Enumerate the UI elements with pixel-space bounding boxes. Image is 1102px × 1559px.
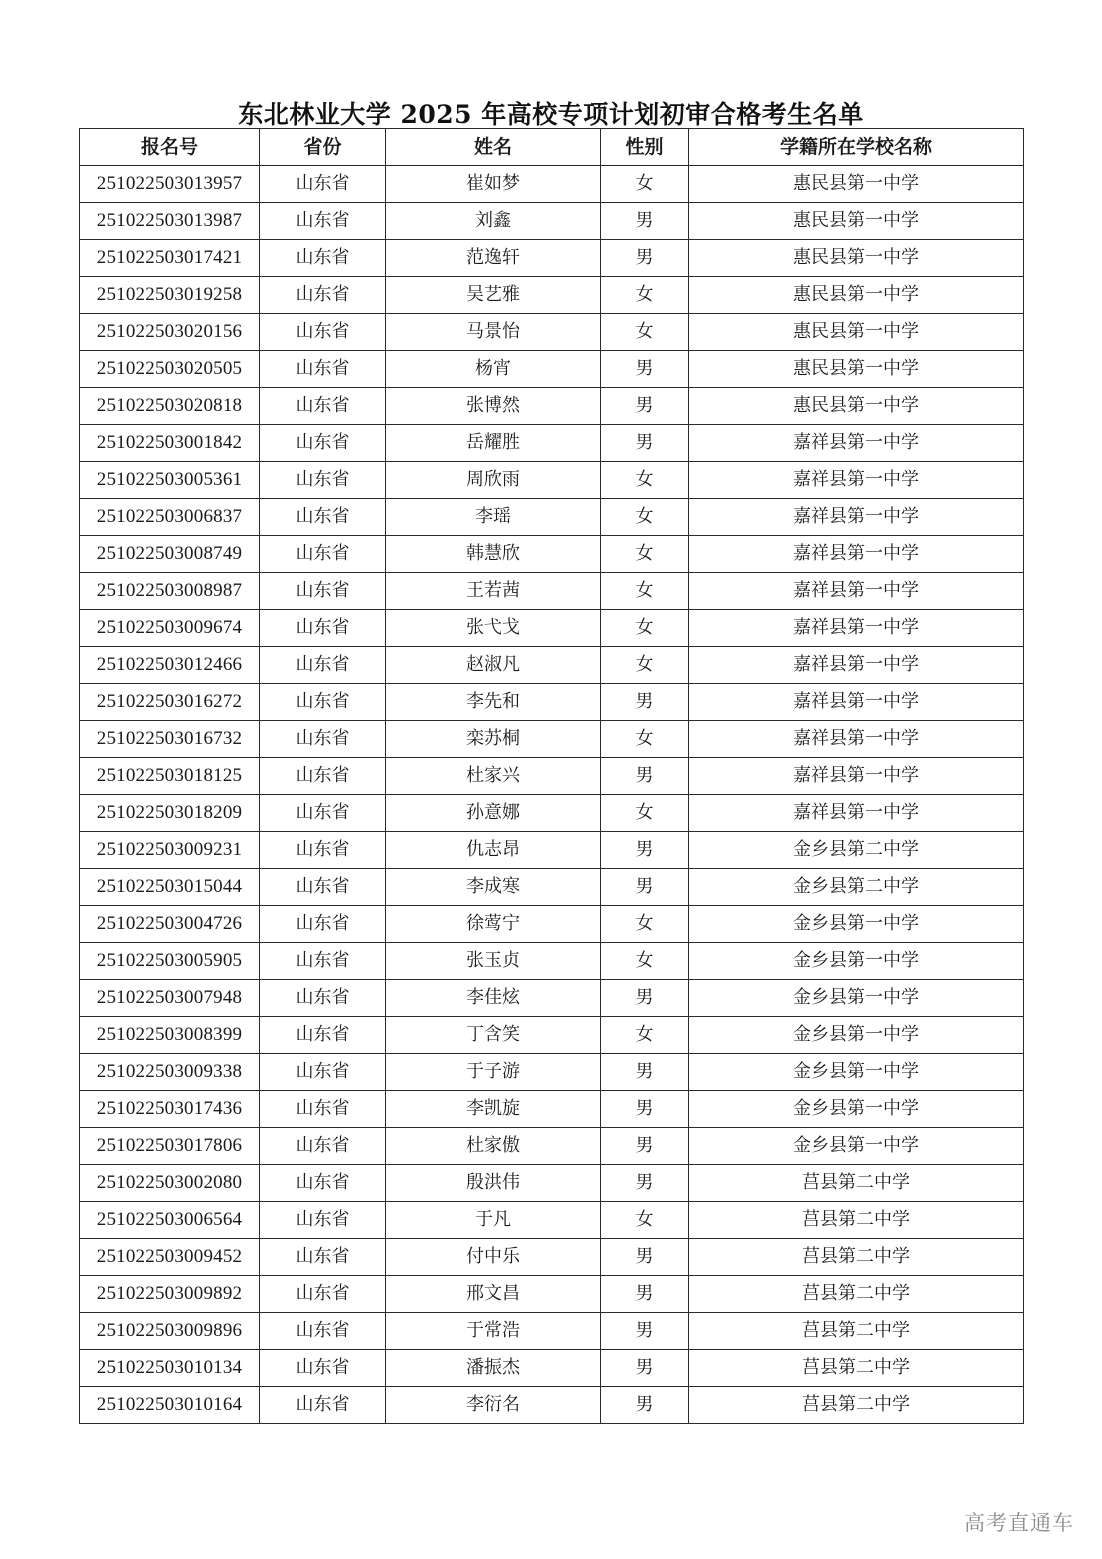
- cell-province: 山东省: [260, 277, 386, 314]
- cell-gender: 男: [601, 388, 689, 425]
- table-row: [80, 684, 1024, 721]
- cell-province: 山东省: [260, 462, 386, 499]
- cell-school-name: 嘉祥县第一中学: [689, 536, 1024, 573]
- table-row: [80, 869, 1024, 906]
- cell-gender: 女: [601, 1017, 689, 1054]
- table-row: [80, 573, 1024, 610]
- cell-gender: 男: [601, 1165, 689, 1202]
- cell-candidate-name: 李衍名: [386, 1387, 601, 1424]
- table-row: [80, 1128, 1024, 1165]
- cell-school-name: 惠民县第一中学: [689, 166, 1024, 203]
- cell-gender: 男: [601, 758, 689, 795]
- cell-school-name: 莒县第二中学: [689, 1165, 1024, 1202]
- cell-registration-number: 251022503005905: [80, 943, 260, 980]
- table-row: [80, 647, 1024, 684]
- cell-candidate-name: 张玉贞: [386, 943, 601, 980]
- table-row: [80, 721, 1024, 758]
- cell-candidate-name: 张博然: [386, 388, 601, 425]
- cell-gender: 女: [601, 943, 689, 980]
- cell-gender: 女: [601, 314, 689, 351]
- cell-province: 山东省: [260, 425, 386, 462]
- cell-candidate-name: 潘振杰: [386, 1350, 601, 1387]
- cell-candidate-name: 李先和: [386, 684, 601, 721]
- cell-school-name: 金乡县第一中学: [689, 1017, 1024, 1054]
- table-row: [80, 980, 1024, 1017]
- cell-province: 山东省: [260, 1313, 386, 1350]
- cell-gender: 男: [601, 1128, 689, 1165]
- cell-province: 山东省: [260, 832, 386, 869]
- cell-gender: 男: [601, 869, 689, 906]
- cell-registration-number: 251022503019258: [80, 277, 260, 314]
- cell-province: 山东省: [260, 203, 386, 240]
- cell-candidate-name: 崔如梦: [386, 166, 601, 203]
- cell-candidate-name: 刘鑫: [386, 203, 601, 240]
- cell-registration-number: 251022503010134: [80, 1350, 260, 1387]
- cell-registration-number: 251022503008987: [80, 573, 260, 610]
- cell-school-name: 惠民县第一中学: [689, 351, 1024, 388]
- cell-province: 山东省: [260, 351, 386, 388]
- table-row: [80, 943, 1024, 980]
- cell-candidate-name: 李佳炫: [386, 980, 601, 1017]
- table-row: [80, 536, 1024, 573]
- cell-province: 山东省: [260, 536, 386, 573]
- cell-gender: 女: [601, 610, 689, 647]
- cell-school-name: 金乡县第一中学: [689, 943, 1024, 980]
- table-row: [80, 832, 1024, 869]
- table-row: [80, 1165, 1024, 1202]
- cell-candidate-name: 栾苏桐: [386, 721, 601, 758]
- table-body: [80, 166, 1024, 1424]
- watermark: 高考直通车: [964, 1511, 1074, 1535]
- cell-registration-number: 251022503008399: [80, 1017, 260, 1054]
- cell-registration-number: 251022503016272: [80, 684, 260, 721]
- cell-gender: 男: [601, 684, 689, 721]
- cell-province: 山东省: [260, 721, 386, 758]
- cell-candidate-name: 于子游: [386, 1054, 601, 1091]
- table-row: [80, 795, 1024, 832]
- cell-registration-number: 251022503009896: [80, 1313, 260, 1350]
- cell-school-name: 嘉祥县第一中学: [689, 425, 1024, 462]
- cell-registration-number: 251022503005361: [80, 462, 260, 499]
- cell-candidate-name: 王若茜: [386, 573, 601, 610]
- cell-candidate-name: 赵淑凡: [386, 647, 601, 684]
- cell-registration-number: 251022503020505: [80, 351, 260, 388]
- cell-school-name: 莒县第二中学: [689, 1239, 1024, 1276]
- cell-school-name: 金乡县第一中学: [689, 1054, 1024, 1091]
- cell-province: 山东省: [260, 980, 386, 1017]
- cell-school-name: 金乡县第一中学: [689, 980, 1024, 1017]
- cell-province: 山东省: [260, 1165, 386, 1202]
- table-row: [80, 1387, 1024, 1424]
- cell-province: 山东省: [260, 610, 386, 647]
- table-row: [80, 1091, 1024, 1128]
- cell-school-name: 嘉祥县第一中学: [689, 499, 1024, 536]
- cell-province: 山东省: [260, 1017, 386, 1054]
- cell-province: 山东省: [260, 758, 386, 795]
- cell-province: 山东省: [260, 240, 386, 277]
- cell-school-name: 惠民县第一中学: [689, 277, 1024, 314]
- cell-registration-number: 251022503017806: [80, 1128, 260, 1165]
- header-province: 省份: [260, 129, 386, 166]
- cell-candidate-name: 丁含笑: [386, 1017, 601, 1054]
- cell-province: 山东省: [260, 388, 386, 425]
- table-row: [80, 1276, 1024, 1313]
- cell-school-name: 惠民县第一中学: [689, 314, 1024, 351]
- cell-candidate-name: 付中乐: [386, 1239, 601, 1276]
- cell-registration-number: 251022503013957: [80, 166, 260, 203]
- header-name: 姓名: [386, 129, 601, 166]
- cell-gender: 女: [601, 647, 689, 684]
- cell-gender: 女: [601, 721, 689, 758]
- cell-candidate-name: 邢文昌: [386, 1276, 601, 1313]
- cell-candidate-name: 周欣雨: [386, 462, 601, 499]
- header-gender: 性别: [601, 129, 689, 166]
- table-row: [80, 1239, 1024, 1276]
- cell-registration-number: 251022503010164: [80, 1387, 260, 1424]
- cell-school-name: 嘉祥县第一中学: [689, 795, 1024, 832]
- table-row: [80, 203, 1024, 240]
- cell-gender: 女: [601, 1202, 689, 1239]
- cell-gender: 女: [601, 573, 689, 610]
- cell-province: 山东省: [260, 1387, 386, 1424]
- table-row: [80, 758, 1024, 795]
- cell-registration-number: 251022503017421: [80, 240, 260, 277]
- cell-gender: 女: [601, 906, 689, 943]
- cell-registration-number: 251022503012466: [80, 647, 260, 684]
- table-row: [80, 1054, 1024, 1091]
- cell-registration-number: 251022503009892: [80, 1276, 260, 1313]
- table-row: [80, 1350, 1024, 1387]
- cell-registration-number: 251022503018209: [80, 795, 260, 832]
- cell-candidate-name: 杨宵: [386, 351, 601, 388]
- cell-registration-number: 251022503008749: [80, 536, 260, 573]
- table-row: [80, 166, 1024, 203]
- cell-school-name: 金乡县第二中学: [689, 869, 1024, 906]
- cell-province: 山东省: [260, 166, 386, 203]
- cell-registration-number: 251022503009674: [80, 610, 260, 647]
- table-row: [80, 240, 1024, 277]
- cell-province: 山东省: [260, 647, 386, 684]
- cell-gender: 女: [601, 795, 689, 832]
- cell-province: 山东省: [260, 1239, 386, 1276]
- candidate-table: [79, 128, 1024, 1424]
- cell-school-name: 嘉祥县第一中学: [689, 758, 1024, 795]
- cell-gender: 男: [601, 1276, 689, 1313]
- cell-candidate-name: 李瑶: [386, 499, 601, 536]
- cell-candidate-name: 范逸轩: [386, 240, 601, 277]
- table-row: [80, 388, 1024, 425]
- cell-candidate-name: 杜家傲: [386, 1128, 601, 1165]
- cell-province: 山东省: [260, 1128, 386, 1165]
- cell-province: 山东省: [260, 1054, 386, 1091]
- cell-candidate-name: 于常浩: [386, 1313, 601, 1350]
- cell-registration-number: 251022503001842: [80, 425, 260, 462]
- cell-registration-number: 251022503004726: [80, 906, 260, 943]
- table-row: [80, 1313, 1024, 1350]
- table-row: [80, 1017, 1024, 1054]
- cell-gender: 女: [601, 166, 689, 203]
- cell-registration-number: 251022503016732: [80, 721, 260, 758]
- cell-gender: 男: [601, 425, 689, 462]
- cell-registration-number: 251022503007948: [80, 980, 260, 1017]
- cell-candidate-name: 徐莺宁: [386, 906, 601, 943]
- cell-registration-number: 251022503020818: [80, 388, 260, 425]
- cell-school-name: 嘉祥县第一中学: [689, 721, 1024, 758]
- cell-gender: 男: [601, 1054, 689, 1091]
- cell-registration-number: 251022503002080: [80, 1165, 260, 1202]
- cell-gender: 女: [601, 462, 689, 499]
- table-header-row: [80, 129, 1024, 166]
- cell-province: 山东省: [260, 795, 386, 832]
- cell-candidate-name: 孙意娜: [386, 795, 601, 832]
- cell-registration-number: 251022503009231: [80, 832, 260, 869]
- cell-school-name: 莒县第二中学: [689, 1276, 1024, 1313]
- table-row: [80, 351, 1024, 388]
- cell-candidate-name: 于凡: [386, 1202, 601, 1239]
- cell-gender: 男: [601, 1387, 689, 1424]
- cell-province: 山东省: [260, 314, 386, 351]
- cell-province: 山东省: [260, 684, 386, 721]
- table-row: [80, 425, 1024, 462]
- cell-province: 山东省: [260, 1276, 386, 1313]
- cell-province: 山东省: [260, 573, 386, 610]
- cell-gender: 男: [601, 1091, 689, 1128]
- cell-gender: 男: [601, 351, 689, 388]
- cell-school-name: 嘉祥县第一中学: [689, 647, 1024, 684]
- cell-registration-number: 251022503006564: [80, 1202, 260, 1239]
- cell-province: 山东省: [260, 943, 386, 980]
- cell-school-name: 莒县第二中学: [689, 1350, 1024, 1387]
- cell-registration-number: 251022503015044: [80, 869, 260, 906]
- cell-candidate-name: 岳耀胜: [386, 425, 601, 462]
- cell-gender: 男: [601, 203, 689, 240]
- cell-province: 山东省: [260, 906, 386, 943]
- cell-candidate-name: 吴艺雅: [386, 277, 601, 314]
- cell-registration-number: 251022503018125: [80, 758, 260, 795]
- cell-school-name: 嘉祥县第一中学: [689, 610, 1024, 647]
- cell-school-name: 惠民县第一中学: [689, 203, 1024, 240]
- cell-school-name: 嘉祥县第一中学: [689, 573, 1024, 610]
- cell-registration-number: 251022503009452: [80, 1239, 260, 1276]
- cell-school-name: 金乡县第一中学: [689, 906, 1024, 943]
- cell-school-name: 莒县第二中学: [689, 1313, 1024, 1350]
- cell-school-name: 金乡县第一中学: [689, 1091, 1024, 1128]
- header-school: 学籍所在学校名称: [689, 129, 1024, 166]
- table-row: [80, 462, 1024, 499]
- cell-registration-number: 251022503020156: [80, 314, 260, 351]
- table-row: [80, 906, 1024, 943]
- cell-gender: 男: [601, 1239, 689, 1276]
- cell-province: 山东省: [260, 869, 386, 906]
- cell-candidate-name: 马景怡: [386, 314, 601, 351]
- cell-gender: 男: [601, 832, 689, 869]
- cell-registration-number: 251022503009338: [80, 1054, 260, 1091]
- cell-gender: 男: [601, 980, 689, 1017]
- table-row: [80, 610, 1024, 647]
- header-registration-number: 报名号: [80, 129, 260, 166]
- cell-candidate-name: 仇志昂: [386, 832, 601, 869]
- cell-candidate-name: 殷洪伟: [386, 1165, 601, 1202]
- cell-registration-number: 251022503006837: [80, 499, 260, 536]
- cell-school-name: 金乡县第一中学: [689, 1128, 1024, 1165]
- cell-school-name: 惠民县第一中学: [689, 388, 1024, 425]
- cell-registration-number: 251022503017436: [80, 1091, 260, 1128]
- cell-gender: 女: [601, 536, 689, 573]
- table-row: [80, 499, 1024, 536]
- cell-gender: 女: [601, 277, 689, 314]
- cell-school-name: 金乡县第二中学: [689, 832, 1024, 869]
- cell-candidate-name: 杜家兴: [386, 758, 601, 795]
- cell-province: 山东省: [260, 1202, 386, 1239]
- cell-gender: 男: [601, 1313, 689, 1350]
- cell-province: 山东省: [260, 1350, 386, 1387]
- cell-school-name: 惠民县第一中学: [689, 240, 1024, 277]
- cell-school-name: 莒县第二中学: [689, 1202, 1024, 1239]
- cell-province: 山东省: [260, 499, 386, 536]
- cell-candidate-name: 李成寒: [386, 869, 601, 906]
- cell-school-name: 嘉祥县第一中学: [689, 684, 1024, 721]
- cell-school-name: 嘉祥县第一中学: [689, 462, 1024, 499]
- table-row: [80, 1202, 1024, 1239]
- cell-school-name: 莒县第二中学: [689, 1387, 1024, 1424]
- table-row: [80, 277, 1024, 314]
- cell-province: 山东省: [260, 1091, 386, 1128]
- cell-candidate-name: 张弋戈: [386, 610, 601, 647]
- cell-gender: 男: [601, 1350, 689, 1387]
- table-row: [80, 314, 1024, 351]
- cell-candidate-name: 韩慧欣: [386, 536, 601, 573]
- cell-gender: 女: [601, 499, 689, 536]
- document-title: 东北林业大学 2025 年高校专项计划初审合格考生名单: [238, 99, 864, 129]
- cell-gender: 男: [601, 240, 689, 277]
- cell-candidate-name: 李凯旋: [386, 1091, 601, 1128]
- cell-registration-number: 251022503013987: [80, 203, 260, 240]
